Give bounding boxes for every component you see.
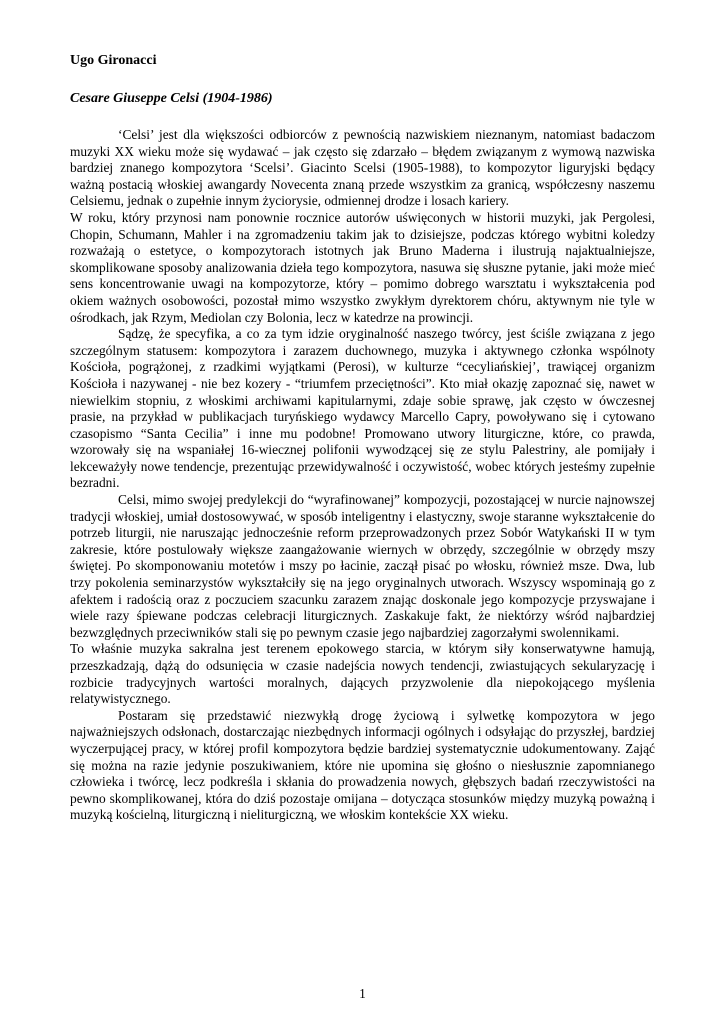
paragraph-celsi-style: Celsi, mimo swojej predylekcji do “wyrafinowanej” kompozycji, pozostającej w nurcie najnowszej tradycji włoskiej, umiał dostosowywać, w sposób inteligentny i elastyczny, swoje staranne wykształcenie do potrzeb liturgii, nie naruszając jednocześnie reform przeprowadzonych przez Sobór Watykański II w tym zakresie, które postulowały większe zaangażowanie wiernych w obrzędy, szczególnie w obrzędy mszy świętej. Po skomponowaniu motetów i mszy po łacinie, zaczął pisać po włosku, również msze. Dwa, lub trzy pokolenia seminarzystów wykształciły się na jego oryginalnych utworach. Wszyscy wspominają go z afektem i radością oraz z poczuciem szacunku zarazem znając doskonale jego kompozycje przyswajane i wiele razy śpiewane podczas celebracji liturgicznych. Zaskakuje fakt, że niektórzy wśród najbardziej bezwzględnych przeciwników stali się po pewnym czasie jego najbardziej zagorzałymi swolennikami. [70, 492, 655, 640]
paragraph-specificity: Sądzę, że specyfika, a co za tym idzie oryginalność naszego twórcy, jest ściśle związana z jego szczególnym statusem: kompozytora i zarazem duchownego, muzyka i aktywnego członka wspólnoty Kościoła, pogrążonej, z rzadkimi wyjątkami (Perosi), w kulturze “cecyliańskiej’, trawiącej organizm Kościoła i nazywanej - nie bez kozery - “triumfem przeciętności”. Kto miał okazję zapoznać się, nawet w niewielkim stopniu, z włoskimi archiwami kapitularnymi, zdaje sobie sprawę, jak często w ówczesnej prasie, na przykład w publikacjach turyńskiego wydawcy Marcello Capry, powoływano się i cytowano czasopismo “Santa Cecilia” i inne mu podobne! Promowano utwory liturgiczne, które, co prawda, wzorowały się na wspaniałej 16-wiecznej polifonii wywodzącej się ze stylu Palestriny, ale pomijały i lekceważyły nowe tendencje, prezentując przewidywalność i oczywistość, wobec których jesteśmy zupełnie bezradni. [70, 326, 655, 491]
paragraph-intro: ‘Celsi’ jest dla większości odbiorców z pewnością nazwiskiem nieznanym, natomiast badaczom muzyki XX wieku może się wydawać – jak często się zdarzało – błędem związanym z wymową nazwiska bardziej znanego kompozytora ‘Scelsi’. Giacinto Scelsi (1905-1988), to kompozytor liguryjski będący ważną postacią włoskiej awangardy Novecenta znaną przede wszystkim za granicą, współczesny naszemu Celsiemu, jednak o zupełnie innym życiorysie, odmiennej drodze i losach kariery. [70, 127, 655, 209]
paragraph-anniversaries: W roku, który przynosi nam ponownie rocznice autorów uświęconych w historii muzyki, jak Pergolesi, Chopin, Schumann, Mahler i na zgromadzeniu takim jak to dzisiejsze, podczas którego wybitni koledzy rozważają o estetyce, o kompozytorach istotnych jak Bruno Maderna i ilustrują najaktualniejsze, skomplikowane sposoby analizowania dzieła tego kompozytora, nasuwa się słuszne pytanie, jaki może mieć sens koncentrowanie uwagi na kompozytorze, który – pomimo dobrego warsztatu i wykształcenia pod okiem ważnych osobowości, pozostał mimo wszystko zwykłym dyrektorem chóru, aktywnym nie tyle w ośrodkach, jak Rzym, Mediolan czy Bolonia, lecz w katedrze na prowincji. [70, 209, 655, 325]
document-title: Cesare Giuseppe Celsi (1904-1986) [70, 91, 273, 106]
document-body [70, 127, 655, 824]
paragraph-sacred-music: To właśnie muzyka sakralna jest terenem epokowego starcia, w którym siły konserwatywne hamują, przeszkadzają, dążą do odsunięcia w czasie nadejścia nowych tendencji, zwiastujących sekularyzację i rozbicie tradycyjnych wartości moralnych, dających przyzwolenie dla niepokojącego myślenia relatywistycznego. [70, 641, 655, 707]
author-name: Ugo Gironacci [70, 53, 157, 68]
paragraph-purpose: Postaram się przedstawić niezwykłą drogę życiową i sylwetkę kompozytora w jego najważniejszych odsłonach, dostarczając niezbędnych informacji ogólnych i odsyłając do przyszłej, bardziej wyczerpującej pracy, w której profil kompozytora będzie bardziej systematycznie udokumentowany. Zająć się można na razie jedynie poszukiwaniem, które nie upomina się głośno o niesłusznie zapomnianego człowieka i twórcę, lecz podkreśla i skłania do prowadzenia nowych, głębszych badań rzeczywistości na pewno skomplikowanej, która do dziś pozostaje omijana – dotycząca stosunków między muzyką poważną i muzyką kościelną, liturgiczną i nieliturgiczną, we włoskim kontekście XX wieku. [70, 707, 655, 823]
page-number: 1 [359, 986, 366, 1001]
document-page [70, 0, 655, 1024]
